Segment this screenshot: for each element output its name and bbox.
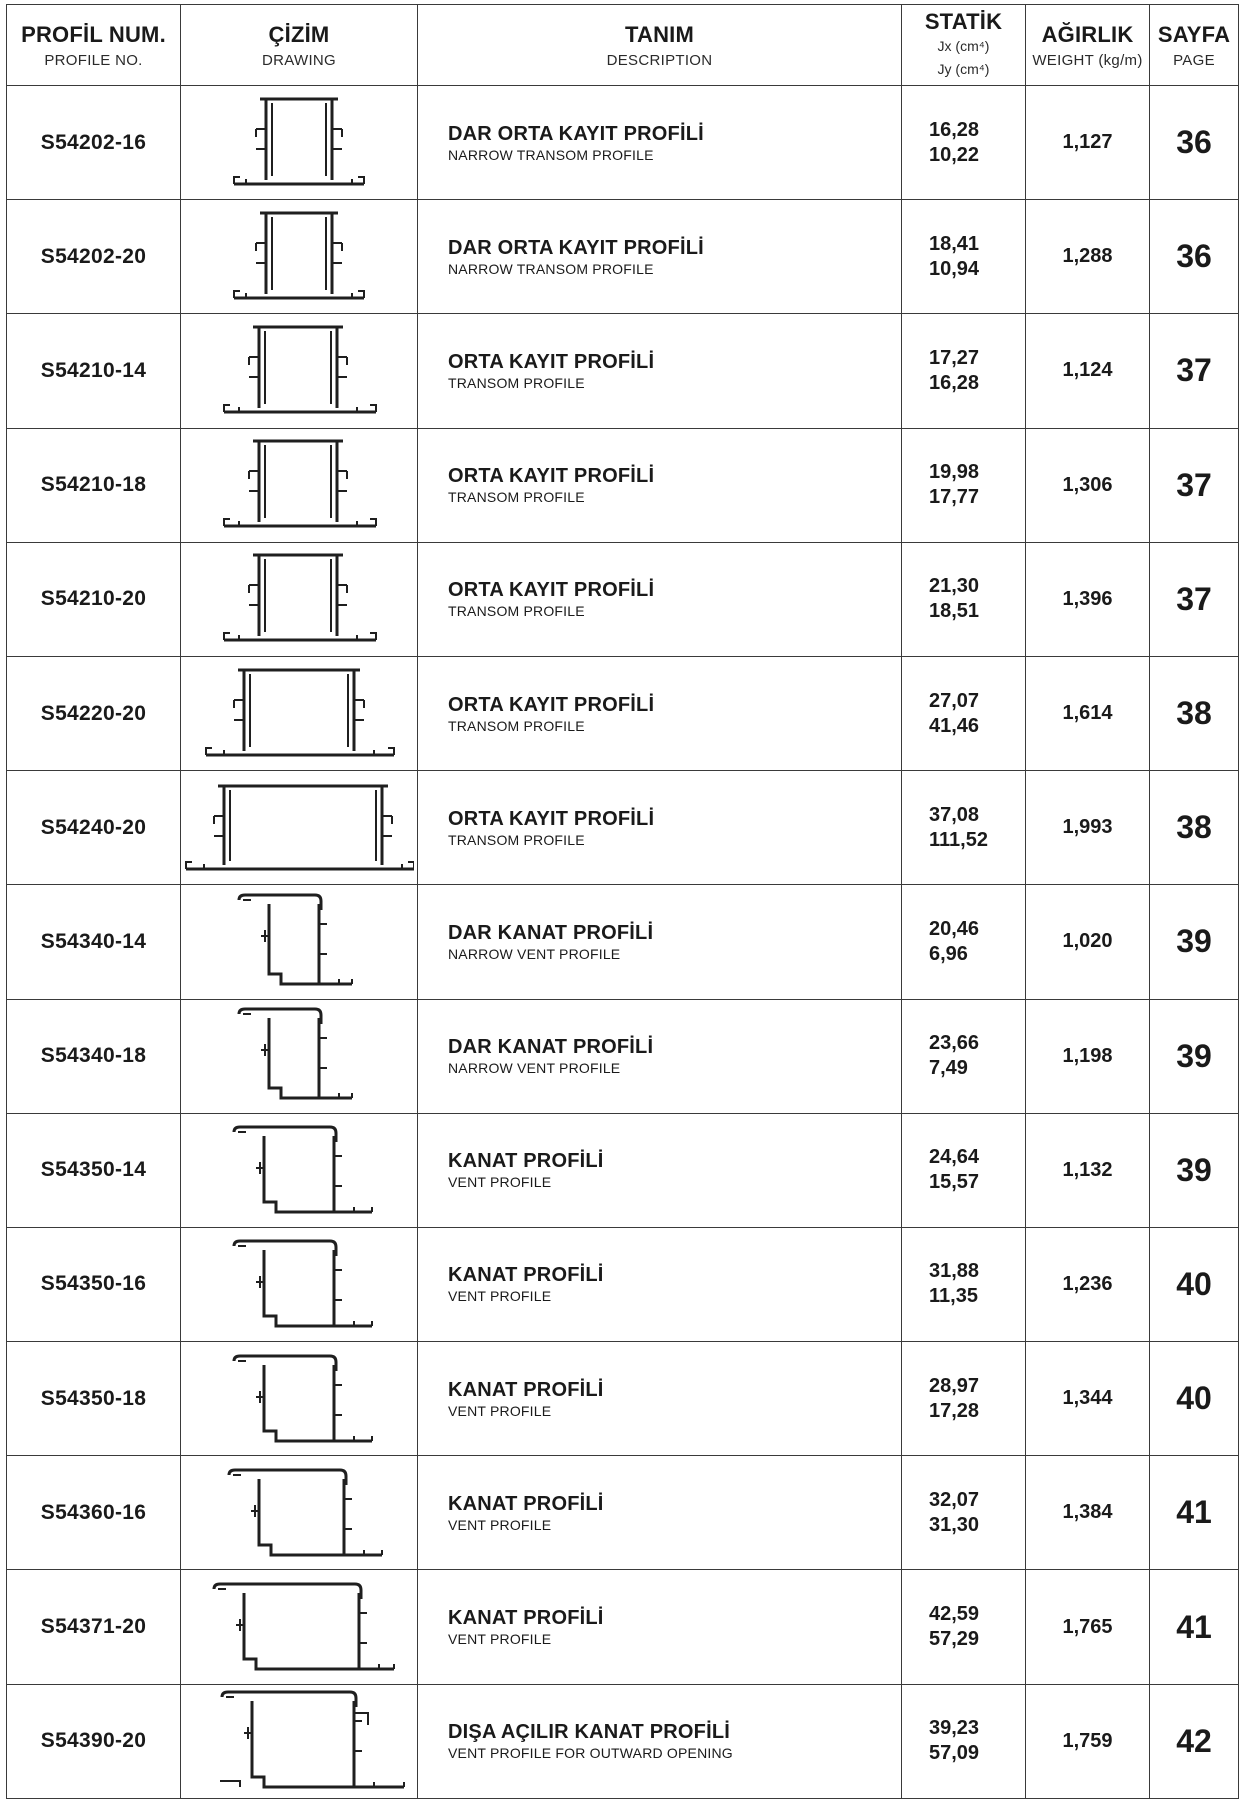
static-jy-value: 15,57 (929, 1171, 980, 1194)
profile-name-en: NARROW VENT PROFILE (448, 1060, 621, 1077)
profile-code: S54340-18 (7, 999, 181, 1113)
profile-name-tr: KANAT PROFİLİ (448, 1492, 604, 1515)
profile-weight: 1,344 (1026, 1342, 1150, 1456)
profile-code: S54220-20 (7, 656, 181, 770)
static-jy-value: 41,46 (929, 714, 980, 737)
static-jx-value: 21,30 (929, 575, 980, 598)
profile-page-number: 38 (1150, 656, 1239, 770)
table-row (7, 771, 1239, 885)
profile-drawing (181, 1227, 418, 1341)
static-jx-value: 24,64 (929, 1146, 980, 1169)
profile-page-number: 40 (1150, 1227, 1239, 1341)
profile-section-icon (184, 660, 414, 768)
static-jy-value: 10,22 (929, 143, 980, 166)
profile-weight: 1,993 (1026, 771, 1150, 885)
profile-name-tr: DAR KANAT PROFİLİ (448, 921, 654, 944)
table-row (7, 200, 1239, 314)
profile-static (902, 1113, 1026, 1227)
profile-name-en: VENT PROFILE FOR OUTWARD OPENING (448, 1745, 733, 1762)
profile-description (418, 542, 902, 656)
profile-code: S54350-16 (7, 1227, 181, 1341)
profile-section-icon (184, 774, 414, 882)
profile-description (418, 1456, 902, 1570)
profile-weight: 1,396 (1026, 542, 1150, 656)
profile-code: S54240-20 (7, 771, 181, 885)
profile-static (902, 1456, 1026, 1570)
profile-description (418, 999, 902, 1113)
profile-name-tr: DAR KANAT PROFİLİ (448, 1036, 654, 1059)
profile-name-en: TRANSOM PROFILE (448, 603, 585, 620)
header-profile-no-en: PROFILE NO. (44, 51, 143, 69)
static-jy-value: 7,49 (929, 1057, 968, 1080)
header-static (902, 5, 1026, 86)
static-jx-value: 27,07 (929, 689, 980, 712)
table-row (7, 1227, 1239, 1341)
profile-section-icon (184, 89, 414, 197)
profile-drawing (181, 542, 418, 656)
profile-code: S54360-16 (7, 1456, 181, 1570)
profile-code: S54390-20 (7, 1684, 181, 1798)
profile-page-number: 39 (1150, 1113, 1239, 1227)
header-description-tr: TANIM (624, 21, 695, 47)
static-jy-value: 17,77 (929, 486, 980, 509)
profile-drawing (181, 1570, 418, 1684)
header-page-en: PAGE (1173, 51, 1215, 69)
profile-description (418, 885, 902, 999)
table-row (7, 885, 1239, 999)
header-weight-tr: AĞIRLIK (1041, 21, 1134, 47)
profile-code: S54350-18 (7, 1342, 181, 1456)
profile-code: S54210-20 (7, 542, 181, 656)
profile-page-number: 39 (1150, 885, 1239, 999)
static-jy-value: 6,96 (929, 942, 968, 965)
static-jx-value: 17,27 (929, 346, 980, 369)
profile-page-number: 40 (1150, 1342, 1239, 1456)
profile-page-number: 36 (1150, 86, 1239, 200)
header-page-tr: SAYFA (1157, 21, 1231, 47)
header-description-en: DESCRIPTION (606, 51, 713, 69)
header-page (1150, 5, 1239, 86)
profile-name-en: NARROW TRANSOM PROFILE (448, 260, 654, 277)
profile-static (902, 542, 1026, 656)
header-drawing-tr: ÇİZİM (268, 21, 330, 47)
profile-weight: 1,132 (1026, 1113, 1150, 1227)
profile-section-icon (184, 1687, 414, 1795)
static-jy-value: 57,29 (929, 1628, 980, 1651)
profile-description (418, 428, 902, 542)
table-row (7, 999, 1239, 1113)
profile-page-number: 42 (1150, 1684, 1239, 1798)
profile-page-number: 37 (1150, 542, 1239, 656)
profile-section-icon (184, 1459, 414, 1567)
profile-name-tr: ORTA KAYIT PROFİLİ (448, 693, 655, 716)
profile-static (902, 200, 1026, 314)
profile-name-en: TRANSOM PROFILE (448, 831, 585, 848)
profile-static (902, 1227, 1026, 1341)
profile-description (418, 771, 902, 885)
profile-static (902, 428, 1026, 542)
header-static-jx: Jx (cm⁴) (937, 38, 990, 54)
profile-page-number: 41 (1150, 1570, 1239, 1684)
profile-name-tr: ORTA KAYIT PROFİLİ (448, 807, 655, 830)
profile-description (418, 86, 902, 200)
table-row (7, 428, 1239, 542)
profile-page-number: 36 (1150, 200, 1239, 314)
profile-weight: 1,127 (1026, 86, 1150, 200)
profile-static (902, 86, 1026, 200)
profile-drawing (181, 1456, 418, 1570)
table-row (7, 1113, 1239, 1227)
profile-name-en: VENT PROFILE (448, 1288, 552, 1305)
profile-section-icon (184, 1002, 414, 1110)
profile-drawing (181, 314, 418, 428)
static-jy-value: 57,09 (929, 1742, 980, 1765)
profile-code: S54210-14 (7, 314, 181, 428)
profile-page-number: 38 (1150, 771, 1239, 885)
header-weight-en: WEIGHT (kg/m) (1032, 51, 1143, 69)
profile-name-tr: DIŞA AÇILIR KANAT PROFİLİ (448, 1721, 731, 1744)
profile-drawing (181, 656, 418, 770)
profile-description (418, 1227, 902, 1341)
profile-static (902, 999, 1026, 1113)
profile-weight: 1,306 (1026, 428, 1150, 542)
profile-section-icon (184, 431, 414, 539)
static-jx-value: 18,41 (929, 232, 980, 255)
static-jy-value: 18,51 (929, 600, 980, 623)
static-jy-value: 17,28 (929, 1399, 980, 1422)
profile-section-icon (184, 1573, 414, 1681)
static-jx-value: 37,08 (929, 803, 980, 826)
profile-description (418, 1570, 902, 1684)
profile-name-en: VENT PROFILE (448, 1174, 552, 1191)
table-body (7, 86, 1239, 1799)
profile-drawing (181, 1113, 418, 1227)
profile-description (418, 1684, 902, 1798)
profile-drawing (181, 428, 418, 542)
static-jy-value: 31,30 (929, 1513, 980, 1536)
static-jx-value: 23,66 (929, 1032, 980, 1055)
static-jx-value: 16,28 (929, 118, 980, 141)
table-header-row (7, 5, 1239, 86)
profile-name-tr: KANAT PROFİLİ (448, 1150, 604, 1173)
table-row (7, 86, 1239, 200)
static-jy-value: 111,52 (929, 828, 988, 851)
profile-name-en: TRANSOM PROFILE (448, 374, 585, 391)
profile-section-icon (184, 888, 414, 996)
profile-static (902, 1684, 1026, 1798)
header-description (418, 5, 902, 86)
header-profile-no-tr: PROFİL NUM. (21, 21, 166, 47)
profile-section-icon (184, 545, 414, 653)
profile-weight: 1,614 (1026, 656, 1150, 770)
static-jx-value: 28,97 (929, 1374, 980, 1397)
profile-section-icon (184, 1230, 414, 1338)
static-jx-value: 39,23 (929, 1717, 980, 1740)
profile-name-en: VENT PROFILE (448, 1631, 552, 1648)
profile-description (418, 656, 902, 770)
profile-static (902, 1570, 1026, 1684)
profile-name-en: TRANSOM PROFILE (448, 489, 585, 506)
static-jx-value: 32,07 (929, 1488, 980, 1511)
profile-static (902, 771, 1026, 885)
profile-drawing (181, 1342, 418, 1456)
profile-code: S54210-18 (7, 428, 181, 542)
profile-drawing (181, 885, 418, 999)
profile-page-number: 37 (1150, 314, 1239, 428)
profile-weight: 1,198 (1026, 999, 1150, 1113)
header-weight (1026, 5, 1150, 86)
profile-drawing (181, 771, 418, 885)
profile-weight: 1,288 (1026, 200, 1150, 314)
static-jx-value: 31,88 (929, 1260, 980, 1283)
profile-section-icon (184, 203, 414, 311)
profile-weight: 1,384 (1026, 1456, 1150, 1570)
profile-weight: 1,759 (1026, 1684, 1150, 1798)
profile-drawing (181, 200, 418, 314)
profile-name-tr: ORTA KAYIT PROFİLİ (448, 465, 655, 488)
profile-name-tr: DAR ORTA KAYIT PROFİLİ (448, 122, 704, 145)
profile-drawing (181, 999, 418, 1113)
profile-name-en: VENT PROFILE (448, 1402, 552, 1419)
profile-page-number: 37 (1150, 428, 1239, 542)
profile-page-number: 41 (1150, 1456, 1239, 1570)
profile-description (418, 1342, 902, 1456)
static-jx-value: 19,98 (929, 461, 980, 484)
profile-static (902, 1342, 1026, 1456)
profile-weight: 1,020 (1026, 885, 1150, 999)
static-jy-value: 16,28 (929, 371, 980, 394)
table-row (7, 314, 1239, 428)
profile-table (6, 4, 1239, 1799)
profile-code: S54202-20 (7, 200, 181, 314)
profile-code: S54371-20 (7, 1570, 181, 1684)
profile-static (902, 885, 1026, 999)
table-row (7, 1342, 1239, 1456)
profile-name-en: VENT PROFILE (448, 1516, 552, 1533)
header-static-tr: STATİK (924, 9, 1003, 34)
profile-static (902, 656, 1026, 770)
profile-name-en: NARROW TRANSOM PROFILE (448, 146, 654, 163)
static-jy-value: 10,94 (929, 257, 980, 280)
profile-name-en: NARROW VENT PROFILE (448, 945, 621, 962)
table-row (7, 542, 1239, 656)
profile-section-icon (184, 1345, 414, 1453)
profile-name-tr: DAR ORTA KAYIT PROFİLİ (448, 236, 704, 259)
profile-name-tr: KANAT PROFİLİ (448, 1607, 604, 1630)
profile-weight: 1,765 (1026, 1570, 1150, 1684)
header-drawing (181, 5, 418, 86)
profile-page-number: 39 (1150, 999, 1239, 1113)
profile-code: S54350-14 (7, 1113, 181, 1227)
table-row (7, 1684, 1239, 1798)
header-profile-no (7, 5, 181, 86)
profile-weight: 1,124 (1026, 314, 1150, 428)
profile-name-tr: KANAT PROFİLİ (448, 1378, 604, 1401)
profile-static (902, 314, 1026, 428)
profile-code: S54202-16 (7, 86, 181, 200)
profile-name-tr: KANAT PROFİLİ (448, 1264, 604, 1287)
table-row (7, 1456, 1239, 1570)
profile-section-icon (184, 1116, 414, 1224)
profile-name-en: TRANSOM PROFILE (448, 717, 585, 734)
profile-description (418, 1113, 902, 1227)
profile-weight: 1,236 (1026, 1227, 1150, 1341)
profile-description (418, 314, 902, 428)
profile-section-icon (184, 317, 414, 425)
profile-code: S54340-14 (7, 885, 181, 999)
static-jx-value: 20,46 (929, 917, 980, 940)
profile-drawing (181, 1684, 418, 1798)
table-row (7, 1570, 1239, 1684)
static-jx-value: 42,59 (929, 1603, 980, 1626)
profile-name-tr: ORTA KAYIT PROFİLİ (448, 350, 655, 373)
header-drawing-en: DRAWING (261, 51, 337, 69)
profile-name-tr: ORTA KAYIT PROFİLİ (448, 579, 655, 602)
profile-description (418, 200, 902, 314)
profile-drawing (181, 86, 418, 200)
table-row (7, 656, 1239, 770)
header-static-jy: Jy (cm⁴) (937, 61, 990, 77)
static-jy-value: 11,35 (929, 1285, 978, 1308)
